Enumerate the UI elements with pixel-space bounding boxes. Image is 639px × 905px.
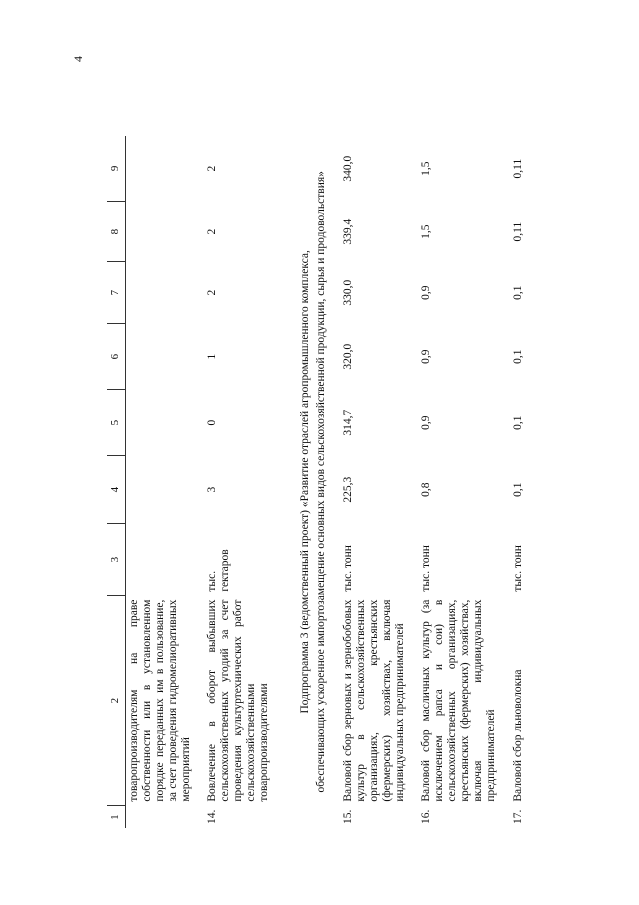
spacer-cell <box>273 136 283 828</box>
header-cell: 9 <box>107 136 126 202</box>
row-spacer <box>500 136 510 828</box>
column-number-header <box>107 136 126 828</box>
value-cell <box>126 136 195 202</box>
header-cell: 2 <box>107 596 126 806</box>
value-cell: 2 <box>206 228 219 235</box>
value-cell: 2 <box>206 289 219 296</box>
row-number <box>126 806 195 828</box>
value-cell: 2 <box>206 165 219 172</box>
indicator-name: Вовлечение в оборот выбывших сельскохозяйственных угодий за счет проведения культуртехнических работ сельскохозяйственными товаропроизводителями <box>206 599 270 802</box>
value-cell: 0,9 <box>420 415 433 430</box>
header-cell: 3 <box>107 524 126 596</box>
value-cell: 339,4 <box>342 218 355 245</box>
unit-cell: тыс. тонн <box>342 545 355 592</box>
subprogram-heading-line1: Подпрограмма 3 (ведомственный проект) «Развитие отраслей агропромышленного комплекса, <box>298 250 311 714</box>
table-row <box>126 136 195 828</box>
table-row <box>340 136 408 828</box>
value-cell: 340,0 <box>342 155 355 182</box>
value-cell: 0 <box>206 419 219 426</box>
indicator-name: Валовой сбор зерновых и зернобобовых культур в сельскохозяйственных организациях, крестьянских (фермерских) хозяйствах, включая индивидуальных предпринимателей <box>342 599 406 802</box>
value-cell <box>126 262 195 324</box>
indicator-table <box>107 136 527 828</box>
value-cell: 1 <box>206 353 219 360</box>
row-spacer <box>194 136 204 828</box>
indicator-name: товаропроизводителям на праве собственности или в установленном порядке переданных им в пользование, за счет проведения гидромелиоративных мероприятий <box>128 599 192 802</box>
indicator-name: Валовой сбор льноволокна <box>511 669 524 802</box>
row-number: 16. <box>420 809 433 824</box>
value-cell <box>126 324 195 390</box>
value-cell: 0,1 <box>511 349 524 364</box>
table-row <box>510 136 527 828</box>
value-cell: 320,0 <box>342 343 355 370</box>
value-cell: 3 <box>206 486 219 493</box>
spacer-cell <box>194 136 204 828</box>
spacer-cell <box>500 136 510 828</box>
value-cell: 225,3 <box>342 476 355 503</box>
table-row <box>418 136 499 828</box>
row-number: 17. <box>511 809 524 824</box>
value-cell <box>126 202 195 262</box>
row-number: 15. <box>342 809 355 824</box>
page-number: 4 <box>71 56 85 62</box>
indicator-name: Валовой сбор масличных культур (за исключением рапса и сои) в сельскохозяйственных организациях, крестьянских (фермерских) хозяйствах, включая индивидуальных предпринимателей <box>420 599 497 802</box>
unit-cell: тыс. тонн <box>511 545 524 592</box>
table-body <box>107 136 527 828</box>
value-cell: 0,1 <box>511 415 524 430</box>
table-row <box>204 136 272 828</box>
subprogram-heading-line2: обеспечивающих ускоренное импортозамещение основных видов сельскохозяйственной продукции, сырья и продовольствия» <box>315 171 328 793</box>
header-cell: 5 <box>107 390 126 456</box>
value-cell: 0,9 <box>420 349 433 364</box>
row-spacer <box>273 136 283 828</box>
subprogram-heading <box>283 136 340 828</box>
value-cell: 0,8 <box>420 482 433 497</box>
header-cell: 1 <box>107 806 126 828</box>
header-cell: 8 <box>107 202 126 262</box>
value-cell <box>126 456 195 524</box>
value-cell: 0,11 <box>511 221 524 242</box>
value-cell: 0,1 <box>511 482 524 497</box>
value-cell: 330,0 <box>342 279 355 306</box>
row-spacer <box>408 136 418 828</box>
header-cell: 4 <box>107 456 126 524</box>
header-cell: 6 <box>107 324 126 390</box>
unit-cell <box>126 524 195 596</box>
spacer-cell <box>408 136 418 828</box>
value-cell: 0,1 <box>511 285 524 300</box>
value-cell: 314,7 <box>342 409 355 436</box>
value-cell: 0,11 <box>511 158 524 179</box>
value-cell: 1,5 <box>420 161 433 176</box>
header-cell: 7 <box>107 262 126 324</box>
row-number: 14. <box>206 809 219 824</box>
rotated-content <box>107 68 547 828</box>
value-cell <box>126 390 195 456</box>
value-cell: 0,9 <box>420 285 433 300</box>
unit-cell: тыс. тонн <box>420 545 433 592</box>
unit-cell: тыс. гектаров <box>206 549 232 592</box>
subprogram-heading-row <box>283 136 340 828</box>
value-cell: 1,5 <box>420 224 433 239</box>
